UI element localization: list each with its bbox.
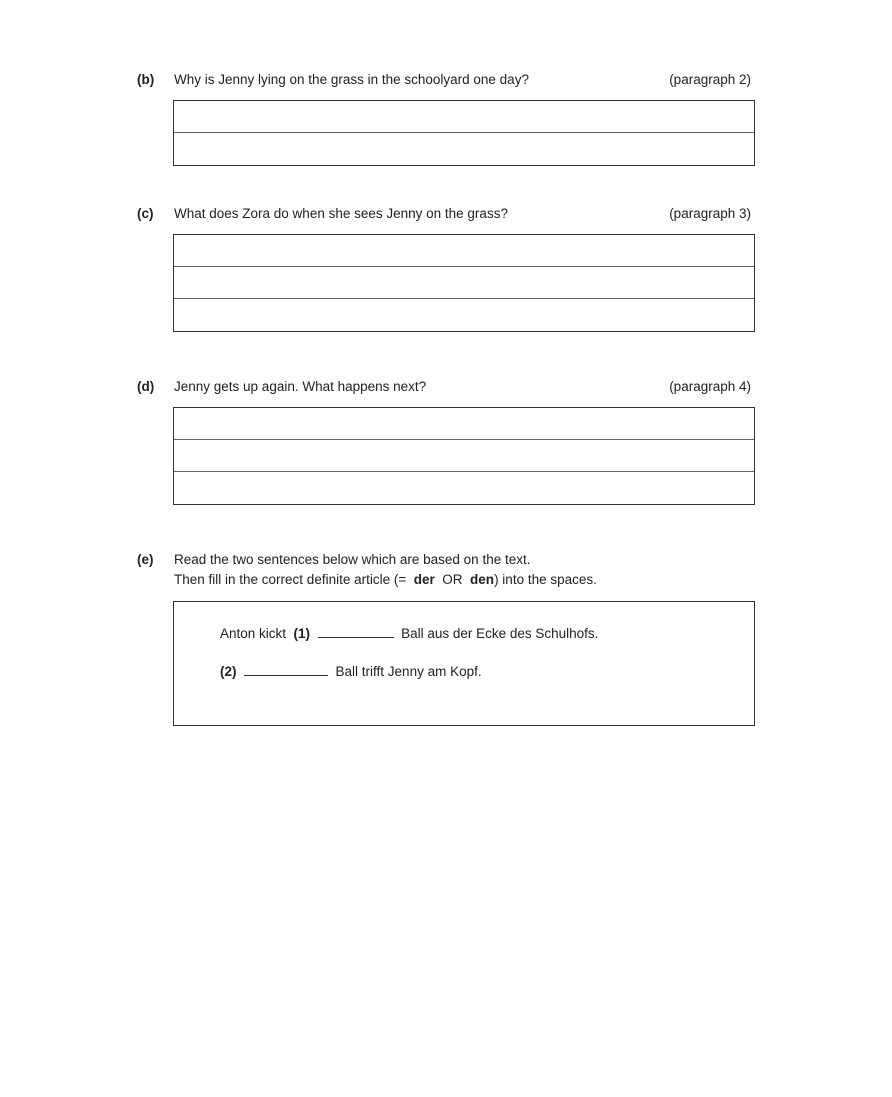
- fill-in-box: [173, 601, 755, 726]
- answer-box-b[interactable]: [173, 100, 755, 166]
- answer-line[interactable]: [174, 299, 754, 331]
- answer-line[interactable]: [174, 133, 754, 165]
- option-den: den: [470, 572, 495, 587]
- answer-box-d[interactable]: [173, 407, 755, 505]
- question-d-paragraph-ref: (paragraph 4): [669, 379, 751, 394]
- sentence-2-end: Ball trifft Jenny am Kopf.: [335, 664, 482, 679]
- answer-line[interactable]: [174, 408, 754, 440]
- question-b-label: (b): [137, 72, 155, 87]
- sentence-2: [220, 664, 482, 679]
- blank-2-number: (2): [220, 664, 237, 679]
- question-b-text: Why is Jenny lying on the grass in the schoolyard one day?: [174, 72, 529, 87]
- sentence-1: [220, 626, 598, 641]
- answer-box-c[interactable]: [173, 234, 755, 332]
- question-d-text: Jenny gets up again. What happens next?: [174, 379, 427, 394]
- option-der: der: [413, 572, 435, 587]
- sentence-1-start: Anton kickt: [220, 626, 287, 641]
- blank-1-number: (1): [293, 626, 311, 641]
- question-e-instruction-2: Then fill in the correct definite article (= der OR den) into the spaces.: [174, 572, 597, 587]
- answer-line[interactable]: [174, 472, 754, 504]
- answer-line[interactable]: [174, 267, 754, 299]
- sentence-1-end: Ball aus der Ecke des Schulhofs.: [401, 626, 599, 641]
- answer-line[interactable]: [174, 440, 754, 472]
- question-e-label: (e): [137, 552, 154, 567]
- answer-line[interactable]: [174, 235, 754, 267]
- question-e-instruction-1: Read the two sentences below which are based on the text.: [174, 552, 531, 567]
- question-d-label: (d): [137, 379, 155, 394]
- question-b-paragraph-ref: (paragraph 2): [669, 72, 751, 87]
- answer-line[interactable]: [174, 101, 754, 133]
- question-c-label: (c): [137, 206, 154, 221]
- question-c-paragraph-ref: (paragraph 3): [669, 206, 751, 221]
- blank-1[interactable]: [318, 626, 394, 638]
- blank-2[interactable]: [244, 664, 328, 676]
- question-c-text: What does Zora do when she sees Jenny on the grass?: [174, 206, 508, 221]
